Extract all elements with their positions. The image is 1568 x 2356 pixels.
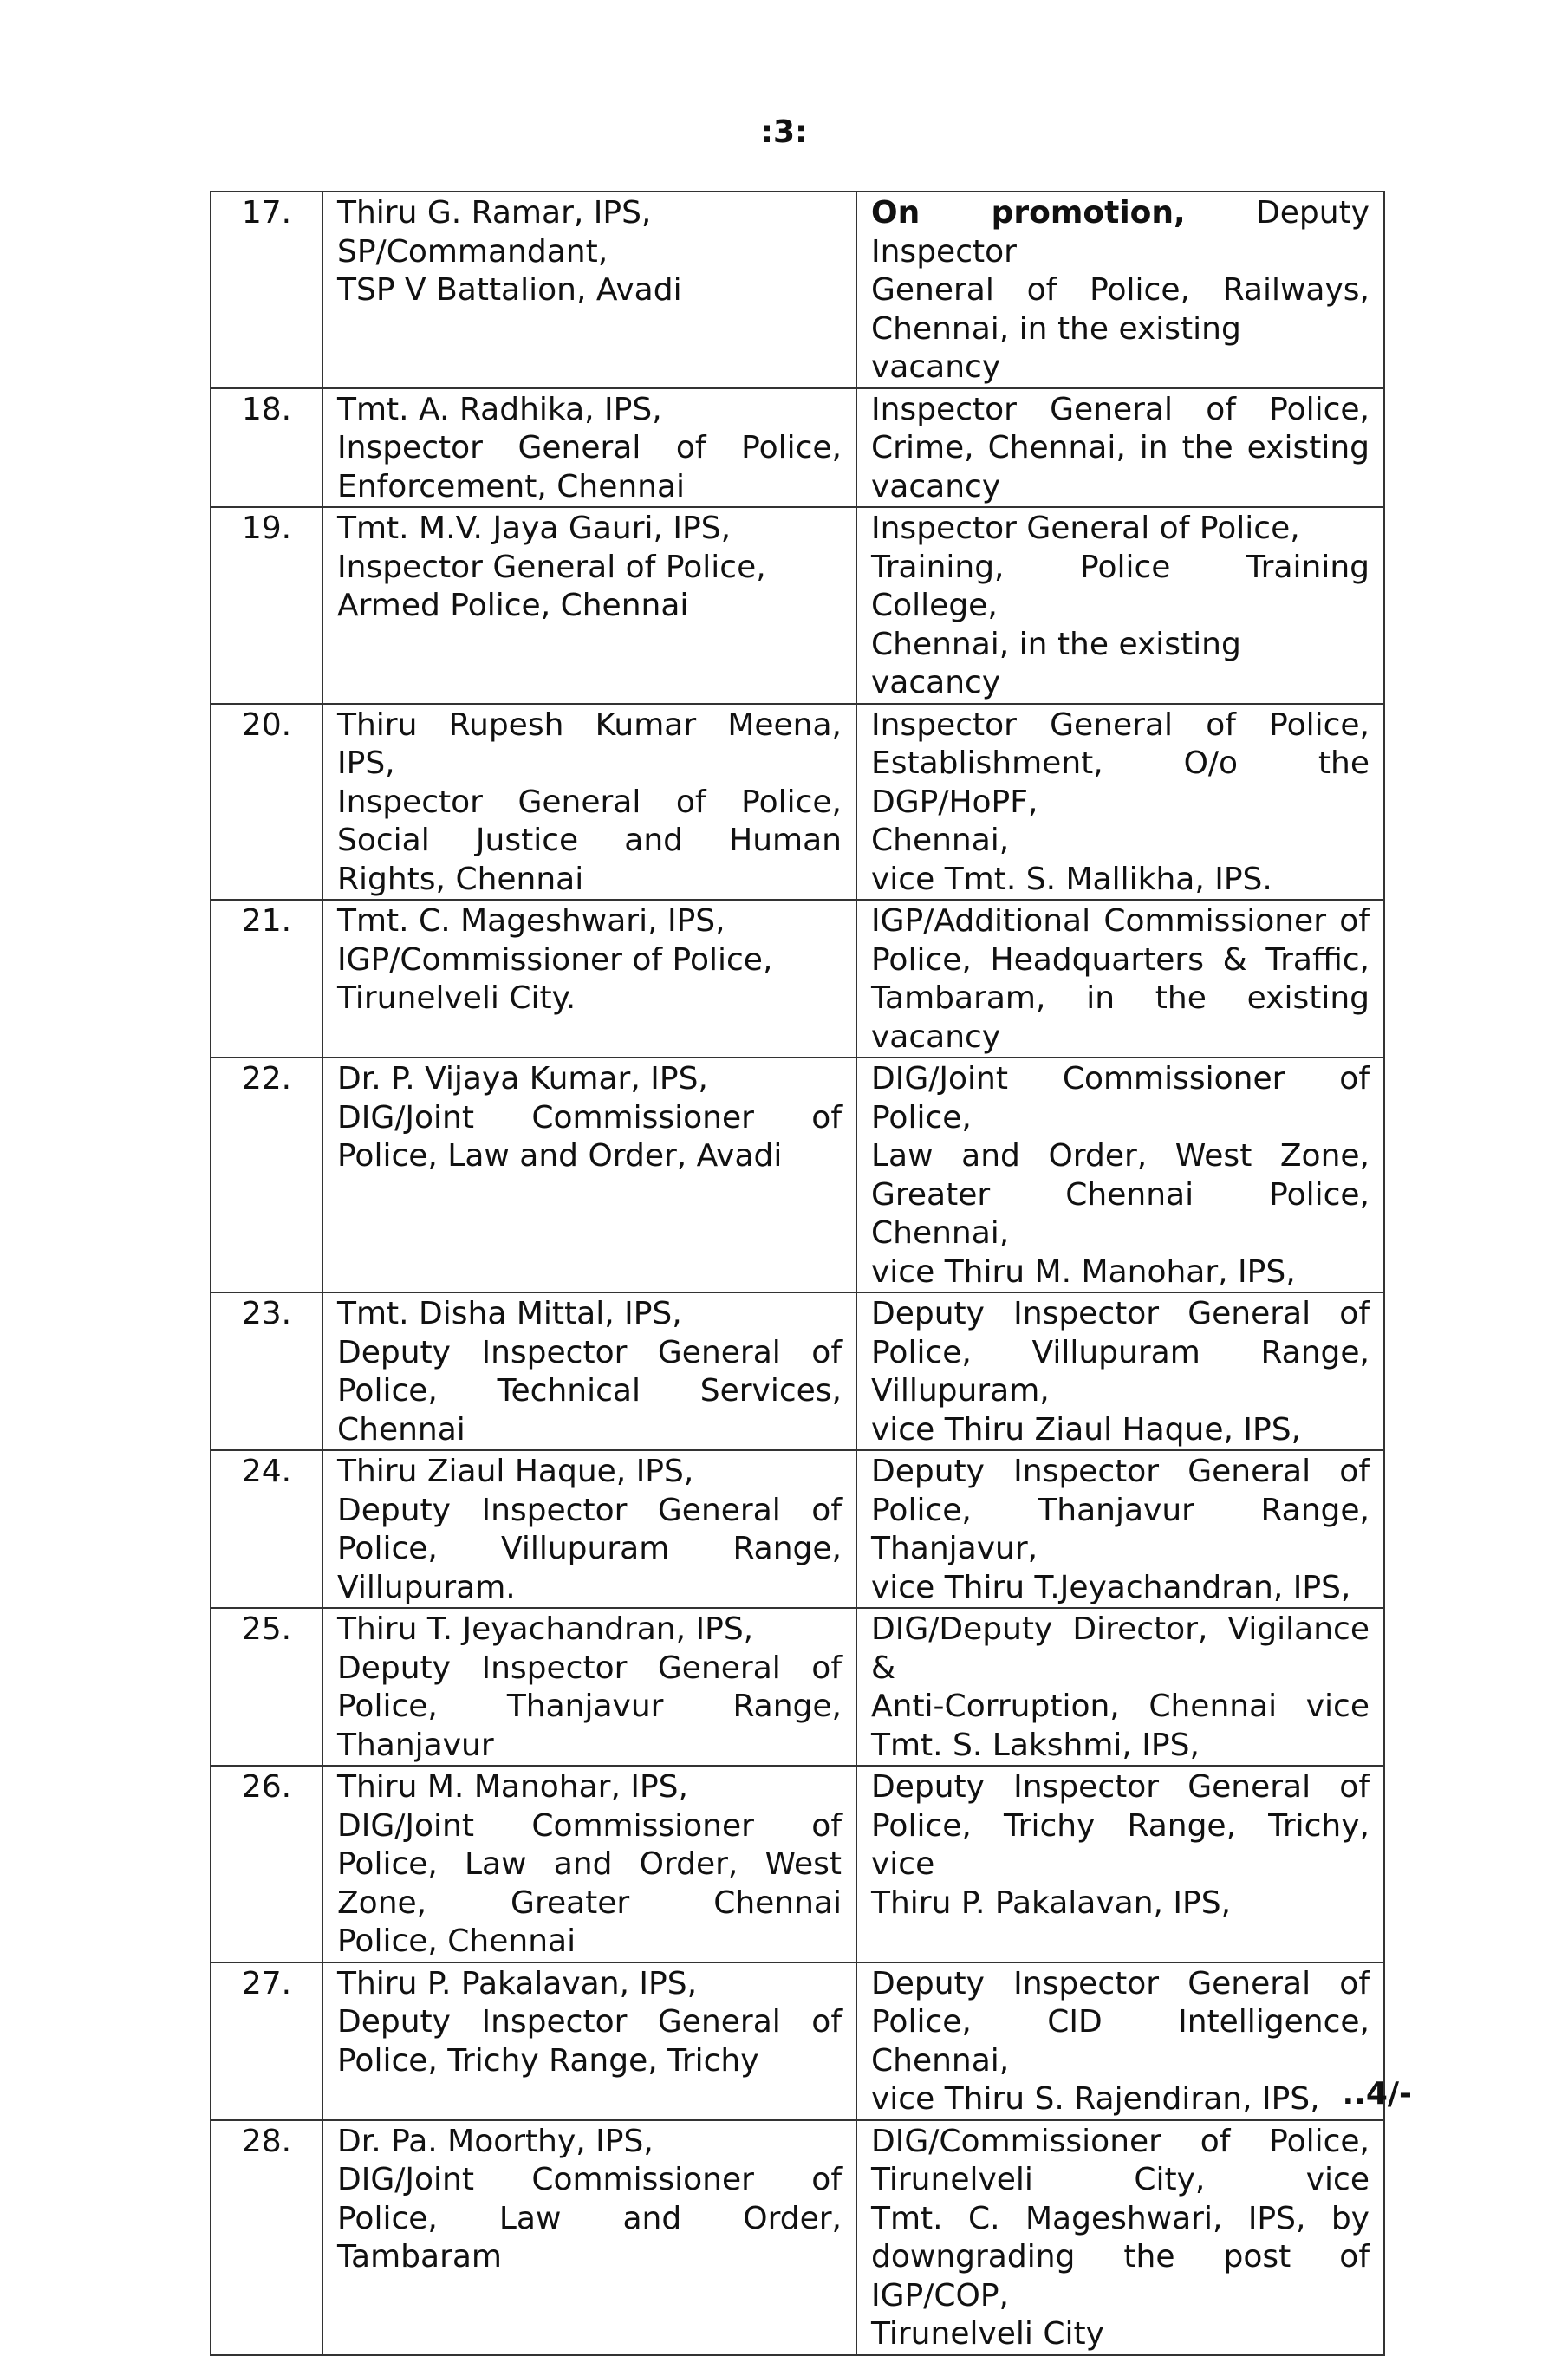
posting-line: Inspector General of Police,: [871, 706, 1370, 743]
officer-line: Thiru M. Manohar, IPS,: [337, 1769, 688, 1805]
posting-line: Inspector General of Police,: [871, 391, 1370, 427]
table-row: [211, 1962, 1384, 2120]
serial-number: 23.: [211, 1292, 322, 1450]
officer-line: Thiru G. Ramar, IPS,: [337, 195, 652, 231]
officer-current-post: [322, 2120, 856, 2355]
serial-number: 27.: [211, 1962, 322, 2120]
serial-number: 26.: [211, 1766, 322, 1962]
officer-line: DIG/Joint Commissioner of: [337, 1099, 842, 1136]
table-row: [211, 388, 1384, 508]
officer-line: Enforcement, Chennai: [337, 468, 686, 504]
table-row: [211, 2120, 1384, 2355]
officer-current-post: [322, 1292, 856, 1450]
posting-line: Greater Chennai Police, Chennai,: [871, 1176, 1370, 1251]
officer-line: DIG/Joint Commissioner of: [337, 2162, 842, 2197]
new-posting: [856, 704, 1384, 901]
posting-line: Chennai, in the existing vacancy: [871, 626, 1241, 700]
postings-table: [210, 191, 1385, 2356]
posting-line: Deputy Inspector General of: [871, 1769, 1370, 1805]
posting-line: Establishment, O/o the DGP/HoPF,: [871, 745, 1370, 820]
officer-line: Tmt. Disha Mittal, IPS,: [337, 1296, 682, 1331]
posting-line: vice Thiru S. Rajendiran, IPS,: [871, 2081, 1320, 2117]
posting-line: vacancy: [871, 468, 1001, 504]
officer-line: Thiru Ziaul Haque, IPS,: [337, 1454, 694, 1489]
officer-line: Inspector General of Police,: [337, 784, 842, 820]
new-posting: [856, 2120, 1384, 2355]
posting-line: vice Thiru Ziaul Haque, IPS,: [871, 1411, 1302, 1448]
posting-line: DIG/Deputy Director, Vigilance &: [871, 1611, 1370, 1686]
posting-line: Deputy Inspector General of: [871, 1296, 1370, 1331]
table-row: [211, 1450, 1384, 1608]
officer-line: SP/Commandant,: [337, 233, 608, 270]
officer-line: Villupuram.: [337, 1569, 516, 1605]
posting-line: Thanjavur,: [871, 1531, 1038, 1566]
officer-line: Tmt. C. Mageshwari, IPS,: [337, 903, 725, 939]
officer-line: IGP/Commissioner of Police,: [337, 941, 773, 978]
new-posting: [856, 1766, 1384, 1962]
officer-current-post: [322, 704, 856, 901]
officer-line: Deputy Inspector General of: [337, 1492, 842, 1528]
serial-number: 20.: [211, 704, 322, 901]
posting-line: [871, 194, 1370, 271]
officer-line: DIG/Joint Commissioner of: [337, 1807, 842, 1844]
posting-line: Tambaram, in the existing: [871, 980, 1370, 1016]
posting-line: DIG/Joint Commissioner of Police,: [871, 1061, 1370, 1136]
officer-line: TSP V Battalion, Avadi: [337, 272, 682, 308]
new-posting: [856, 1292, 1384, 1450]
posting-line: vacancy: [871, 1019, 1001, 1055]
officer-line: Tambaram: [337, 2239, 503, 2275]
table-row: [211, 1766, 1384, 1962]
officer-current-post: [322, 388, 856, 508]
posting-line: Police, Villupuram Range,: [871, 1334, 1370, 1370]
officer-line: Chennai: [337, 1411, 465, 1448]
posting-line: IGP/Additional Commissioner of: [871, 903, 1370, 939]
officer-line: Inspector General of Police,: [337, 549, 766, 585]
officer-line: Dr. P. Vijaya Kumar, IPS,: [337, 1061, 708, 1097]
officer-line: Thanjavur: [337, 1727, 494, 1763]
new-posting: [856, 388, 1384, 508]
posting-line: Deputy Inspector General of: [871, 1454, 1370, 1489]
officer-line: Deputy Inspector General of: [337, 2004, 842, 2040]
officer-line: Police, Thanjavur Range,: [337, 1689, 842, 1724]
serial-number: 17.: [211, 192, 322, 388]
posting-line: General of Police, Railways,: [871, 272, 1370, 308]
officer-line: Zone, Greater Chennai: [337, 1884, 842, 1921]
serial-number: 22.: [211, 1058, 322, 1292]
new-posting: [856, 1962, 1384, 2120]
serial-number: 21.: [211, 900, 322, 1058]
serial-number: 28.: [211, 2120, 322, 2355]
posting-line: Inspector General of Police,: [871, 511, 1300, 546]
officer-line: Police, Chennai: [337, 1923, 576, 1959]
serial-number: 18.: [211, 388, 322, 508]
officer-current-post: [322, 1608, 856, 1766]
officer-line: Thiru Rupesh Kumar Meena,: [337, 706, 842, 743]
posting-line: Chennai, in the existing vacancy: [871, 310, 1241, 385]
posting-line: Law and Order, West Zone,: [871, 1138, 1370, 1174]
officer-current-post: [322, 507, 856, 704]
table-row: [211, 704, 1384, 901]
new-posting: [856, 1450, 1384, 1608]
officer-current-post: [322, 1450, 856, 1608]
officer-line: Police, Law and Order,: [337, 2200, 842, 2236]
posting-line: Villupuram,: [871, 1373, 1050, 1409]
officer-current-post: [322, 192, 856, 388]
officer-current-post: [322, 1962, 856, 2120]
posting-line: Training, Police Training College,: [871, 549, 1370, 623]
officer-line: Tirunelveli City.: [337, 980, 576, 1016]
table-row: [211, 1292, 1384, 1450]
officer-line: Tmt. A. Radhika, IPS,: [337, 391, 662, 427]
table-row: [211, 1058, 1384, 1292]
posting-line: vice Thiru M. Manohar, IPS,: [871, 1253, 1296, 1290]
posting-line: Police, Headquarters & Traffic,: [871, 941, 1370, 978]
continued-page-marker: ..4/-: [1342, 2076, 1412, 2112]
posting-line: Tmt. S. Lakshmi, IPS,: [871, 1727, 1200, 1763]
posting-line: vice Tmt. S. Mallikha, IPS.: [871, 861, 1272, 897]
promotion-label: On promotion,: [871, 195, 1186, 231]
new-posting: [856, 507, 1384, 704]
table-row: [211, 507, 1384, 704]
officer-line: Police, Technical Services,: [337, 1373, 842, 1409]
officer-line: Thiru P. Pakalavan, IPS,: [337, 1965, 698, 2001]
officer-line: Tmt. M.V. Jaya Gauri, IPS,: [337, 511, 732, 546]
officer-current-post: [322, 1058, 856, 1292]
posting-line: Crime, Chennai, in the existing: [871, 430, 1370, 465]
posting-line: DIG/Commissioner of Police,: [871, 2123, 1370, 2159]
posting-line: Tirunelveli City, vice: [871, 2162, 1370, 2197]
posting-line: Thiru P. Pakalavan, IPS,: [871, 1884, 1232, 1921]
postings-table-body: [211, 192, 1384, 2355]
officer-line: Thiru T. Jeyachandran, IPS,: [337, 1611, 754, 1647]
officer-current-post: [322, 900, 856, 1058]
new-posting: [856, 192, 1384, 388]
posting-line: Chennai,: [871, 823, 1010, 858]
serial-number: 19.: [211, 507, 322, 704]
posting-line: Police, Thanjavur Range,: [871, 1492, 1370, 1528]
table-row: [211, 192, 1384, 388]
new-posting: [856, 1608, 1384, 1766]
officer-line: Police, Law and Order, Avadi: [337, 1138, 783, 1174]
officer-line: IPS,: [337, 745, 395, 781]
officer-line: Police, Villupuram Range,: [337, 1531, 842, 1566]
new-posting: [856, 1058, 1384, 1292]
serial-number: 24.: [211, 1450, 322, 1608]
officer-line: Police, Trichy Range, Trichy: [337, 2042, 759, 2079]
posting-line: Deputy Inspector General of: [871, 1965, 1370, 2001]
posting-line: downgrading the post of IGP/COP,: [871, 2239, 1370, 2314]
officer-current-post: [322, 1766, 856, 1962]
officer-line: Dr. Pa. Moorthy, IPS,: [337, 2123, 654, 2159]
officer-line: Deputy Inspector General of: [337, 1334, 842, 1370]
posting-text: Deputy Inspector: [871, 195, 1370, 270]
page-number: :3:: [760, 114, 808, 150]
posting-line: Tmt. C. Mageshwari, IPS, by: [871, 2200, 1370, 2236]
posting-line: Tirunelveli City: [871, 2316, 1104, 2352]
table-row: [211, 900, 1384, 1058]
posting-line: Police, CID Intelligence, Chennai,: [871, 2004, 1370, 2079]
posting-line: Anti-Corruption, Chennai vice: [871, 1689, 1370, 1724]
serial-number: 25.: [211, 1608, 322, 1766]
table-row: [211, 1608, 1384, 1766]
officer-line: Armed Police, Chennai: [337, 588, 689, 623]
officer-line: Police, Law and Order, West: [337, 1846, 842, 1882]
posting-line: vice Thiru T.Jeyachandran, IPS,: [871, 1569, 1351, 1605]
posting-line: Police, Trichy Range, Trichy, vice: [871, 1807, 1370, 1882]
officer-line: Social Justice and Human: [337, 823, 842, 858]
officer-line: Rights, Chennai: [337, 861, 584, 897]
officer-line: Inspector General of Police,: [337, 430, 842, 465]
new-posting: [856, 900, 1384, 1058]
officer-line: Deputy Inspector General of: [337, 1650, 842, 1686]
